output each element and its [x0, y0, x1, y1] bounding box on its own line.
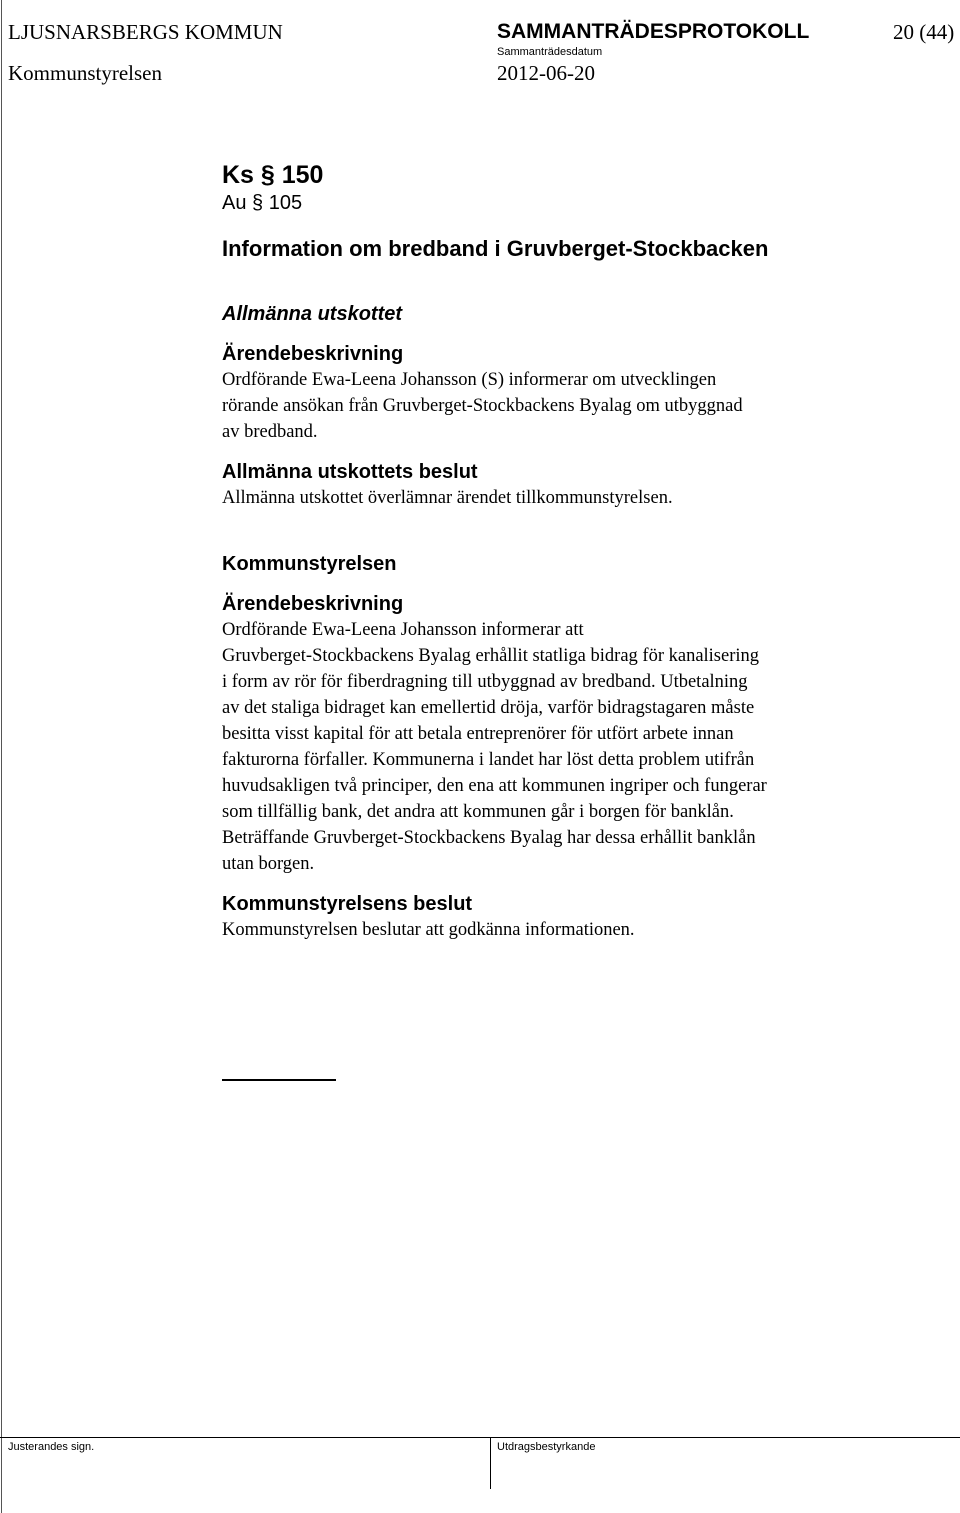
au-paragraph-number: Au § 105: [222, 192, 303, 214]
ks-paragraph-number: Ks § 150: [222, 161, 324, 189]
committee-decision-text: Allmänna utskottet överlämnar ärendet tillkommunstyrelsen.: [222, 488, 673, 508]
footer-column-divider: [490, 1437, 491, 1489]
board-description: [222, 617, 922, 877]
committee-description-heading: Ärendebeskrivning: [222, 343, 404, 365]
board-decision-heading: Kommunstyrelsens beslut: [222, 893, 473, 915]
item-title: Information om bredband i Gruvberget-Stockbacken: [222, 236, 769, 261]
description-line: besitta visst kapital för att betala entreprenörer för utfört arbete innan: [222, 724, 734, 744]
meeting-body: Kommunstyrelsen: [8, 61, 162, 85]
extract-certification-label: Utdragsbestyrkande: [497, 1441, 596, 1453]
date-label: Sammanträdesdatum: [497, 46, 603, 58]
page-number: 20 (44): [893, 20, 955, 44]
description-line: Ordförande Ewa-Leena Johansson informerar att: [222, 620, 584, 640]
signature-label: Justerandes sign.: [8, 1441, 95, 1453]
committee-section: [222, 301, 922, 511]
board-decision-text: Kommunstyrelsen beslutar att godkänna informationen.: [222, 920, 635, 940]
meeting-date: 2012-06-20: [497, 61, 595, 85]
organization-name: LJUSNARSBERGS KOMMUN: [8, 20, 283, 44]
protocol-content: [222, 160, 922, 943]
description-line: Ordförande Ewa-Leena Johansson (S) informerar om utvecklingen: [222, 370, 717, 390]
description-line: rörande ansökan från Gruvberget-Stockbackens Byalag om utbyggnad: [222, 396, 743, 416]
committee-heading: Allmänna utskottet: [222, 303, 403, 325]
description-line: fakturorna förfaller. Kommunerna i landet har löst detta problem utifrån: [222, 750, 755, 770]
committee-decision-heading: Allmänna utskottets beslut: [222, 461, 478, 483]
description-line: av bredband.: [222, 422, 318, 442]
description-line: Beträffande Gruvberget-Stockbackens Byalag har dessa erhållit banklån: [222, 828, 756, 848]
description-line: Gruvberget-Stockbackens Byalag erhållit statliga bidrag för kanalisering: [222, 646, 760, 666]
document-type-title: SAMMANTRÄDESPROTOKOLL: [497, 20, 810, 43]
committee-description: [222, 367, 922, 445]
board-description-heading: Ärendebeskrivning: [222, 593, 404, 615]
description-line: utan borgen.: [222, 854, 315, 874]
description-line: av det staliga bidraget kan emellertid dröja, varför bidragstagaren måste: [222, 698, 755, 718]
page-border-left: [1, 0, 2, 1513]
description-line: som tillfällig bank, det andra att kommunen går i borgen för banklån.: [222, 802, 734, 822]
footer-divider: [0, 1437, 960, 1438]
section-end-divider: [222, 1079, 336, 1081]
description-line: i form av rör för fiberdragning till utbyggnad av bredband. Utbetalning: [222, 672, 748, 692]
description-line: huvudsakligen två principer, den ena att kommunen ingriper och fungerar: [222, 776, 767, 796]
board-section: [222, 551, 922, 943]
board-heading: Kommunstyrelsen: [222, 553, 397, 575]
